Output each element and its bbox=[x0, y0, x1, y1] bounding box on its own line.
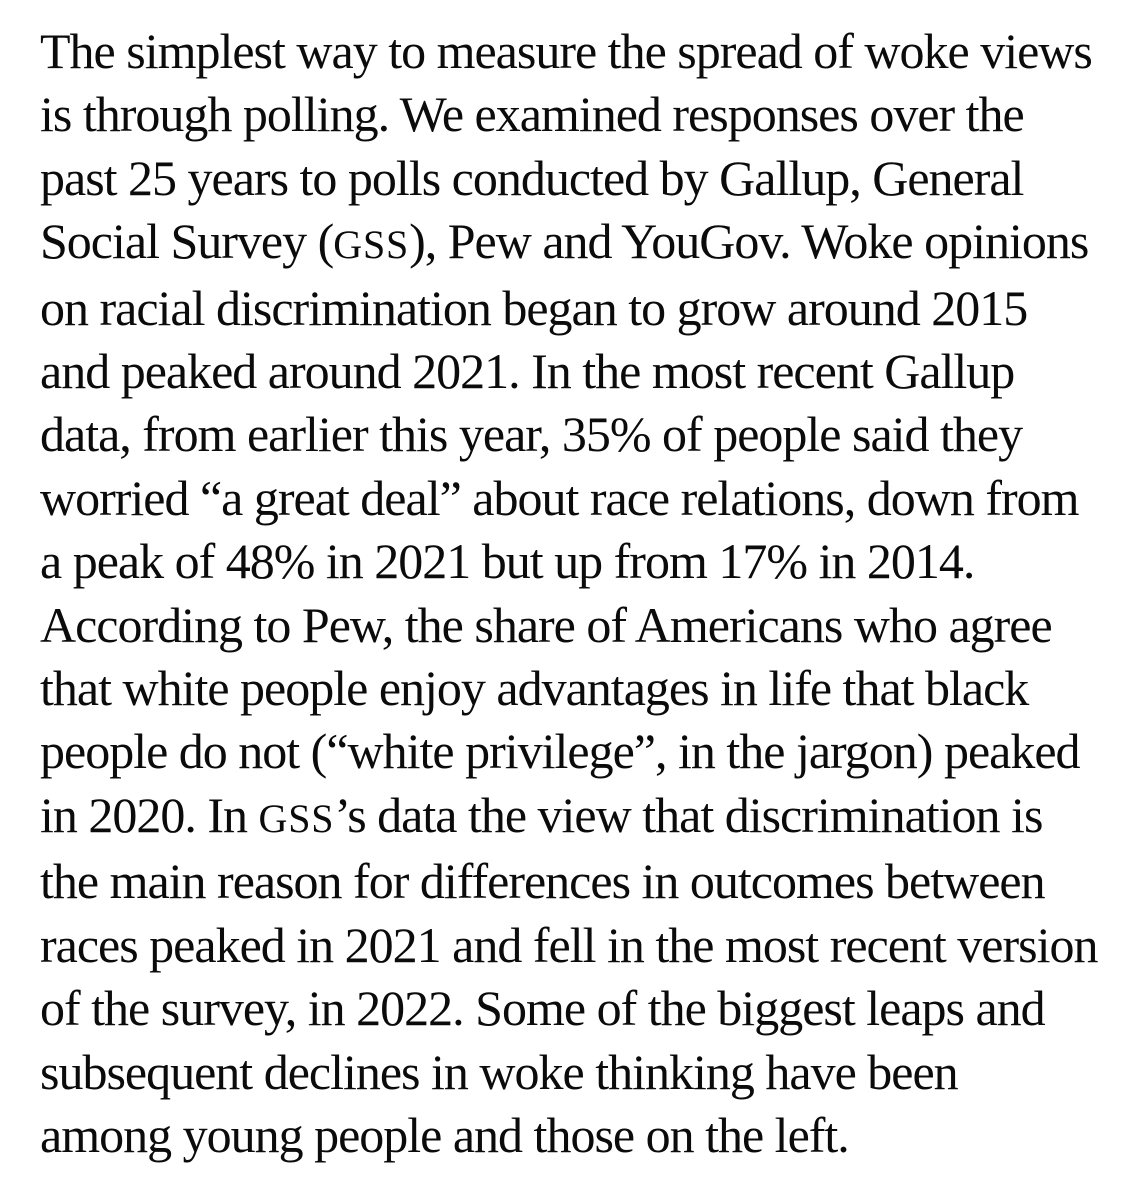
text-line bbox=[40, 530, 1116, 593]
text-segment: and peaked around 2021. In the most recent Gallup bbox=[40, 343, 1015, 400]
text-segment: past 25 years to polls conducted by Gallup, General bbox=[40, 149, 1024, 206]
text-line bbox=[40, 1041, 1116, 1104]
text-line bbox=[40, 20, 1116, 83]
text-line bbox=[40, 403, 1116, 466]
text-segment: subsequent declines in woke thinking have been bbox=[40, 1043, 958, 1100]
text-segment: races peaked in 2021 and fell in the most recent version bbox=[40, 916, 1098, 973]
text-line bbox=[40, 784, 1116, 850]
text-line bbox=[40, 467, 1116, 530]
text-line bbox=[40, 340, 1116, 403]
text-segment: is through polling. We examined responses over the bbox=[40, 86, 1024, 143]
text-segment: in 2020. In bbox=[40, 786, 259, 843]
text-segment: among young people and those on the left. bbox=[40, 1106, 849, 1163]
text-line bbox=[40, 594, 1116, 657]
text-segment: the main reason for differences in outcomes between bbox=[40, 853, 1045, 910]
text-segment: data, from earlier this year, 35% of people said they bbox=[40, 406, 1023, 463]
text-segment: ’s data the view that discrimination is bbox=[334, 786, 1043, 843]
text-line bbox=[40, 914, 1116, 977]
text-segment: a peak of 48% in 2021 but up from 17% in 2014. bbox=[40, 533, 975, 590]
text-line bbox=[40, 850, 1116, 913]
text-segment: ), Pew and YouGov. Woke opinions bbox=[409, 213, 1089, 270]
text-line bbox=[40, 83, 1116, 146]
small-caps-abbreviation: GSS bbox=[333, 222, 410, 268]
text-line bbox=[40, 720, 1116, 783]
text-segment: According to Pew, the share of Americans who agree bbox=[40, 596, 1052, 653]
text-line bbox=[40, 657, 1116, 720]
text-line bbox=[40, 1104, 1116, 1167]
text-segment: people do not (“white privilege”, in the jargon) peaked bbox=[40, 723, 1080, 780]
text-segment: of the survey, in 2022. Some of the biggest leaps and bbox=[40, 980, 1045, 1037]
text-line bbox=[40, 210, 1116, 276]
text-segment: that white people enjoy advantages in life that black bbox=[40, 660, 1029, 717]
text-line bbox=[40, 977, 1116, 1040]
text-segment: worried “a great deal” about race relations, down from bbox=[40, 469, 1079, 526]
text-segment: Social Survey ( bbox=[40, 213, 334, 270]
text-segment: on racial discrimination began to grow around 2015 bbox=[40, 279, 1028, 336]
text-line bbox=[40, 147, 1116, 210]
text-line bbox=[40, 277, 1116, 340]
small-caps-abbreviation: GSS bbox=[258, 795, 335, 841]
text-segment: The simplest way to measure the spread of woke views bbox=[40, 23, 1092, 79]
